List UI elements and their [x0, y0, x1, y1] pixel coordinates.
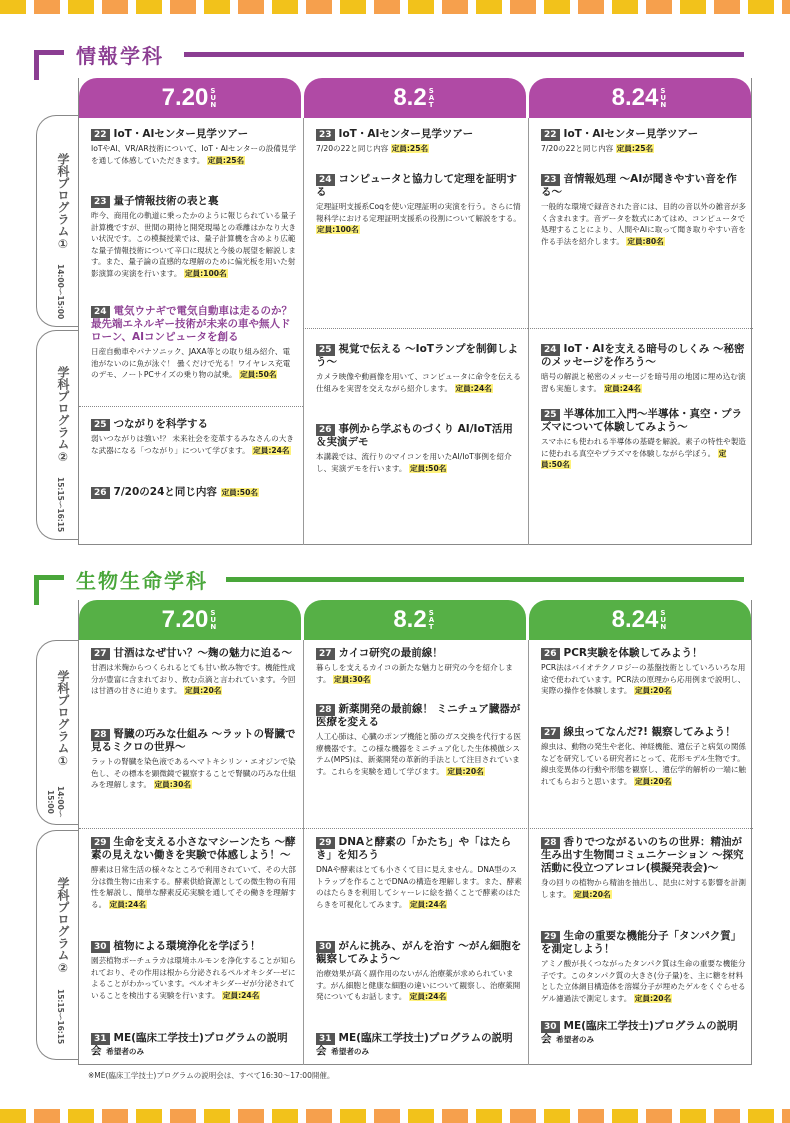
item-number: 23 — [541, 174, 560, 186]
item-number: 22 — [91, 129, 110, 141]
capacity-badge: 定員:20名 — [634, 776, 672, 786]
item-title — [91, 647, 297, 660]
item-number: 26 — [316, 424, 335, 436]
program-item — [541, 726, 747, 787]
item-desc: 7/20の22と同じ内容 — [541, 144, 614, 153]
item-title — [91, 128, 297, 141]
capacity-badge: 定員:50名 — [221, 488, 258, 497]
item-title — [541, 930, 747, 956]
item-body — [91, 346, 297, 381]
item-number: 28 — [541, 837, 560, 849]
audience-note: 希望者のみ — [556, 1035, 595, 1044]
date: 8.24 — [611, 606, 659, 633]
program-label: 学科プログラム① — [56, 153, 70, 251]
item-number: 27 — [91, 648, 110, 660]
item-title — [91, 418, 297, 431]
program-item — [316, 128, 522, 155]
item-body — [91, 662, 297, 697]
item-title-text: 電気ウナギで電気自動車は走るのか？最先端エネルギー技術が未来の車や無人ドローン、AIコンピュータを創る — [91, 305, 293, 343]
capacity-badge: 定員:24名 — [604, 383, 641, 393]
item-title-text: DNAと酵素の「かたち」や「はたらき」を知ろう — [316, 836, 512, 861]
capacity-badge: 定員:25名 — [391, 144, 429, 153]
program-item — [316, 836, 522, 910]
item-desc: カメラ映像や動画像を用いて、コンピュータに命令を伝える仕組みを実習を交えながら紹介します。 — [316, 372, 521, 393]
date-header — [529, 600, 751, 640]
item-number: 24 — [541, 344, 560, 356]
item-body — [316, 371, 522, 394]
item-body — [316, 451, 522, 474]
audience-note: 希望者のみ — [106, 1047, 145, 1056]
item-title — [91, 305, 297, 344]
item-desc: 園芸植物ポーチュラカは環境ホルモンを浄化することが知られており、その作用は根から分泌されるペルオキシダーゼによることがわかっています。ペルオキシダーゼが分泌されていることを検出する実験を行います。 — [91, 956, 296, 1000]
item-title-text: 新薬開発の最前線！ ミニチュア臓器が医療を変える — [316, 703, 521, 728]
column-divider — [528, 640, 529, 1065]
item-body — [541, 143, 747, 155]
program-item — [316, 1032, 522, 1058]
item-desc: 7/20の22と同じ内容 — [316, 144, 389, 153]
program2-side-label — [36, 330, 78, 540]
item-body — [541, 741, 747, 787]
item-title — [316, 423, 522, 449]
item-title — [316, 1032, 522, 1058]
item-number: 24 — [91, 306, 110, 318]
item-body — [91, 433, 297, 456]
item-title — [91, 728, 297, 754]
program2-side-label — [36, 830, 78, 1060]
program1-side-label — [36, 640, 78, 825]
title-bracket — [34, 575, 64, 605]
capacity-badge: 定員:30名 — [154, 780, 191, 789]
item-desc: DNAや酵素はとても小さくて目に見えません。DNA型のストラップを作ることでDNAの構造を理解します。また、酵素のはたらきを利用してシャーレに絵を描くことで酵素のはたらきを可視化してみます。 — [316, 865, 522, 909]
item-title-text: つながりを科学する — [113, 418, 209, 430]
date-header — [79, 78, 301, 118]
section-name: 情報学科 — [76, 44, 164, 68]
item-number: 24 — [316, 174, 335, 186]
item-body — [316, 201, 522, 236]
item-desc: 人工心肺は、心臓のポンプ機能と肺のガス交換を代行する医療機器です。この様な機器をミニチュア化した生体模倣システム(MPS)は、新薬開発の革新的手法として注目されています。これらを実験を通して学びます。 — [316, 732, 522, 776]
weekday: SAT — [428, 86, 435, 109]
date: 8.24 — [611, 84, 659, 111]
item-title-text: 半導体加工入門〜半導体・真空・プラズマについて体験してみよう〜 — [541, 408, 743, 433]
capacity-badge: 定員:80名 — [627, 236, 664, 246]
item-body — [316, 968, 522, 1003]
footnote: ※ME(臨床工学技士)プログラムの説明会は、すべて16:30〜17:00開催。 — [88, 1071, 335, 1080]
item-title — [541, 343, 747, 369]
section-title-bio — [34, 565, 754, 605]
capacity-badge: 定員:100名 — [184, 268, 227, 278]
capacity-badge: 定員:100名 — [317, 225, 359, 234]
capacity-badge: 定員:50名 — [240, 370, 277, 379]
item-number: 28 — [91, 729, 110, 741]
program-item — [541, 408, 747, 471]
item-title-text: 量子情報技術の表と裏 — [113, 195, 219, 207]
slot-divider — [528, 328, 753, 329]
program-item — [316, 423, 522, 474]
item-title — [91, 940, 297, 953]
program-time: 15:15〜16:15 — [56, 477, 65, 533]
capacity-badge: 定員:50名 — [409, 463, 447, 473]
item-number: 25 — [316, 344, 335, 356]
item-title-text: 生命の重要な機能分子「タンパク質」を測定しよう！ — [541, 930, 742, 955]
program-label: 学科プログラム② — [56, 877, 70, 975]
item-title-text: IoT・AIセンター見学ツアー — [563, 128, 699, 140]
program1-side-label — [36, 115, 78, 327]
item-title — [541, 173, 747, 199]
capacity-badge: 定員:24名 — [455, 383, 492, 393]
item-title-text: IoT・AIセンター見学ツアー — [113, 128, 249, 140]
program-item — [91, 1032, 297, 1058]
item-number: 27 — [316, 648, 335, 660]
program-item — [316, 647, 522, 685]
item-title — [316, 940, 522, 966]
item-desc: 甘酒は米麹からつくられるとても甘い飲み物です。機能性成分が豊富に含まれており、飲む点滴と言われています。今回は甘酒の甘さに迫ります。 — [91, 663, 296, 695]
item-body — [91, 864, 297, 910]
program-item — [541, 836, 747, 900]
item-desc: 身の回りの植物から精油を抽出し、昆虫に対する影響を計測します。 — [541, 878, 747, 899]
slot-divider — [303, 328, 528, 329]
item-title — [541, 647, 747, 660]
program-time: 14:00〜15:00 — [46, 785, 65, 818]
item-number: 23 — [316, 129, 335, 141]
item-body — [91, 143, 297, 166]
item-number: 30 — [91, 941, 110, 953]
program-item — [91, 195, 297, 279]
item-desc: 線虫は、動物の発生や老化、神経機能、遺伝子と病気の関係などを研究している研究者にとって、花形モデル生物です。線虫変異体の行動や形態を観察し、遺伝学的解析の一端に触れてもらおうと思います。 — [541, 742, 747, 786]
bio-schedule-table — [78, 600, 752, 1065]
item-title-text: コンピュータと協力して定理を証明する — [316, 173, 518, 198]
capacity-badge: 定員:20名 — [634, 686, 672, 695]
capacity-badge: 定員:50名 — [541, 448, 727, 469]
program-item — [91, 836, 297, 910]
slot-divider — [79, 828, 753, 829]
item-number: 30 — [541, 1021, 560, 1033]
capacity-badge: 定員:24名 — [253, 445, 290, 455]
item-body — [316, 662, 522, 685]
item-title-text: 甘酒はなぜ甘い？〜麹の魅力に迫る〜 — [113, 647, 293, 659]
item-title — [316, 836, 522, 862]
item-title-text: 生命を支える小さなマシーンたち 〜酵素の見えない働きを実験で体感しよう！〜 — [91, 836, 296, 861]
section-title-info — [34, 40, 754, 80]
capacity-badge: 定員:24名 — [409, 992, 447, 1001]
item-body — [541, 662, 747, 697]
program-item — [91, 128, 297, 166]
item-title — [91, 1032, 297, 1058]
weekday: SUN — [210, 608, 217, 631]
program-label: 学科プログラム② — [56, 366, 70, 464]
item-title-text: がんに挑み、がんを治す 〜がん細胞を観察してみよう〜 — [316, 940, 522, 965]
program-item — [541, 647, 747, 697]
item-desc: アミノ酸が長くつながったタンパク質は生命の重要な機能分子です。このタンパク質の大きさ(分子量)を、主に糖を材料とした立体網目構造体を溶媒分子が埋めたゲルをくぐらせるゲル濾過法で測定します。 — [541, 959, 746, 1003]
date: 7.20 — [161, 84, 209, 111]
item-desc: PCR法はバイオテクノロジーの基盤技術としていろいろな用途で使われています。PCR法の原理から応用例まで説明し、実際の操作を体験します。 — [541, 663, 746, 695]
item-desc: 昨今、商用化の軌道に乗ったかのように報じられている量子計算機ですが、世間の期待と開発現場との乖離はかなり大きい状況です。この模擬授業では、量子計算機を含めより広範な量子情報技術について辛口に現状と今後の展望を解説します。また、量子論の直感的な理解のために偏光板を用いた射影演算の実演を行います。 — [91, 211, 297, 278]
item-title-text: 7/20の24と同じ内容 — [113, 486, 217, 498]
item-desc: ラットの腎臓を染色液であるヘマトキシリン・エオジンで染色し、その標本を顕微鏡で観察することで腎臓の巧みな仕組みを理解します。 — [91, 757, 297, 789]
date-header — [79, 600, 301, 640]
bottom-decorative-stripe — [0, 1109, 790, 1123]
item-number: 31 — [316, 1033, 335, 1045]
program-item — [541, 930, 747, 1004]
capacity-badge: 定員:25名 — [207, 155, 245, 165]
program-item — [91, 418, 297, 456]
item-body — [541, 436, 747, 471]
item-title — [541, 128, 747, 141]
date: 7.20 — [161, 606, 209, 633]
program-item — [316, 343, 522, 394]
program-item — [541, 343, 747, 394]
item-title — [316, 173, 522, 199]
item-desc: 弱いつながりは強い!？ 未来社会を変革するみなさんの大きな武器になる「つながり」について学びます。 — [91, 434, 294, 455]
item-title — [541, 408, 747, 434]
program-item — [316, 173, 522, 236]
item-desc: IoTやAI、VR/AR技術について、IoT・AIセンターの設備見学を通して体感していただきます。 — [91, 144, 297, 165]
item-title — [91, 836, 297, 862]
item-number: 26 — [541, 648, 560, 660]
item-number: 23 — [91, 196, 110, 208]
item-title-text: ME(臨床工学技士)プログラムの説明会 — [316, 1032, 513, 1057]
item-title-text: 香りでつながるいのちの世界：精油が生み出す生物間コミュニケーション 〜探究活動に役立つアレコレ(模擬発表会)〜 — [541, 836, 744, 874]
title-rule — [226, 577, 744, 582]
item-title-text: カイコ研究の最前線！ — [338, 647, 443, 659]
item-title — [316, 128, 522, 141]
capacity-badge: 定員:25名 — [616, 144, 654, 153]
item-title — [541, 726, 747, 739]
item-title-text: IoT・AIを支える暗号のしくみ 〜秘密のメッセージを作ろう〜 — [541, 343, 745, 368]
weekday: SAT — [428, 608, 435, 631]
item-number: 31 — [91, 1033, 110, 1045]
title-rule — [184, 52, 744, 57]
item-number: 29 — [91, 837, 110, 849]
capacity-badge: 定員:20名 — [634, 993, 672, 1003]
item-body — [91, 955, 297, 1001]
item-title — [316, 343, 522, 369]
item-desc: 一般的な環境で録音された音には、目的の音以外の雑音が多く含まれます。音データを数式にあてはめ、コンピュータで処理することにより、人間やAIに取って聞き取りやすい音を作る手法を紹介します。 — [541, 202, 747, 246]
program-item — [91, 486, 297, 499]
column-divider — [303, 640, 304, 1065]
item-title-text: 事例から学ぶものづくり AI/IoT活用＆実演デモ — [316, 423, 513, 448]
section-name: 生物生命学科 — [76, 569, 208, 593]
weekday: SUN — [660, 86, 667, 109]
weekday: SUN — [660, 608, 667, 631]
capacity-badge: 定員:20名 — [574, 889, 611, 899]
item-body — [316, 864, 522, 910]
program-time: 14:00〜15:00 — [56, 264, 65, 320]
capacity-badge: 定員:30名 — [334, 674, 371, 684]
item-number: 29 — [541, 931, 560, 943]
item-title-text: 視覚で伝える 〜IoTランプを制御しよう〜 — [316, 343, 518, 368]
item-desc: 治療効果が高く副作用のないがん治療薬が求められています。がん細胞と健康な細胞の違いについて観察し、治療薬開発についてもお話します。 — [316, 969, 521, 1001]
date-header — [529, 78, 751, 118]
item-number: 22 — [541, 129, 560, 141]
program-item — [316, 940, 522, 1003]
item-title — [316, 703, 522, 729]
item-title-text: 音情報処理 〜AIが聞きやすい音を作る〜 — [541, 173, 737, 198]
item-desc: 暮らしを支えるカイコの新たな魅力と研究の今を紹介します。 — [316, 663, 513, 684]
column-divider — [303, 118, 304, 545]
program-item — [541, 173, 747, 247]
item-title — [91, 195, 297, 208]
item-body — [541, 877, 747, 900]
date: 8.2 — [393, 606, 427, 633]
item-number: 25 — [541, 409, 560, 421]
item-number: 27 — [541, 727, 560, 739]
item-body — [316, 143, 522, 155]
item-title — [541, 836, 747, 875]
weekday: SUN — [210, 86, 217, 109]
date: 8.2 — [393, 84, 427, 111]
info-schedule-table — [78, 78, 752, 545]
top-decorative-stripe — [0, 0, 790, 14]
capacity-badge: 定員:20名 — [184, 686, 222, 695]
program-item — [91, 728, 297, 791]
column-divider — [528, 118, 529, 545]
item-number: 30 — [316, 941, 335, 953]
item-number: 26 — [91, 487, 110, 499]
capacity-badge: 定員:24名 — [222, 990, 260, 1000]
item-body — [91, 756, 297, 791]
item-desc: スマホにも使われる半導体の基礎を解説。素子の特性や製造に使われる真空やプラズマを体験しながら学ぼう。 — [541, 437, 746, 458]
program-item — [91, 647, 297, 697]
date-header — [304, 78, 526, 118]
item-title-text: ME(臨床工学技士)プログラムの説明会 — [541, 1020, 738, 1045]
program-item — [316, 703, 522, 777]
item-desc: 日産自動車やパナソニック、JAXA等との取り組み紹介、電池がないのに魚が泳ぐ！ 曇くだけで光る！ワイヤレス充電のデモ、ノートPCサイズの乗り物の試乗。 — [91, 347, 291, 379]
item-desc: 暗号の解説と秘密のメッセージを暗号用の地図に埋め込む演習も実施します。 — [541, 372, 746, 393]
item-desc: 定理証明支援系Coqを使い定理証明の実演を行う。さらに情報科学における定理証明支援系の役割について解説をする。 — [316, 202, 521, 223]
item-body — [541, 201, 747, 247]
program-label: 学科プログラム① — [56, 669, 70, 768]
item-number: 28 — [316, 704, 335, 716]
item-title-text: PCR実験を体験してみよう！ — [563, 647, 703, 659]
item-body — [91, 210, 297, 279]
item-desc: 本講義では、流行りのマイコンを用いたAI/IoT事例を紹介し、実演デモを行います。 — [316, 452, 512, 473]
item-title-text: IoT・AIセンター見学ツアー — [338, 128, 474, 140]
program-item — [91, 940, 297, 1001]
program-item — [541, 128, 747, 155]
capacity-badge: 定員:24名 — [409, 899, 447, 909]
capacity-badge: 定員:20名 — [447, 766, 484, 776]
program-item — [91, 305, 297, 381]
item-number: 29 — [316, 837, 335, 849]
slot-divider — [79, 406, 303, 407]
item-body — [541, 371, 747, 394]
item-title-text: ME(臨床工学技士)プログラムの説明会 — [91, 1032, 288, 1057]
item-title — [541, 1020, 747, 1046]
item-title-text: 腎臓の巧みな仕組み 〜ラットの腎臓で見るミクロの世界〜 — [91, 728, 296, 753]
item-title — [91, 486, 297, 499]
program-time: 15:15〜16:15 — [56, 989, 65, 1045]
capacity-badge: 定員:24名 — [109, 899, 146, 909]
title-bracket — [34, 50, 64, 80]
item-title — [316, 647, 522, 660]
item-body — [316, 731, 522, 777]
program-item — [541, 1020, 747, 1046]
audience-note: 希望者のみ — [331, 1047, 370, 1056]
item-number: 25 — [91, 419, 110, 431]
item-body — [541, 958, 747, 1004]
item-desc: 酵素は日常生活の様々なところで利用されていて、その大部分は微生物に由来する。酵素供給資源としての微生物の有用性を解説し、簡単な酵素反応実験を通してその働きを理解する。 — [91, 865, 297, 909]
date-header — [304, 600, 526, 640]
item-title-text: 植物による環境浄化を学ぼう！ — [113, 940, 261, 952]
item-title-text: 線虫ってなんだ?! 観察してみよう！ — [563, 726, 736, 738]
